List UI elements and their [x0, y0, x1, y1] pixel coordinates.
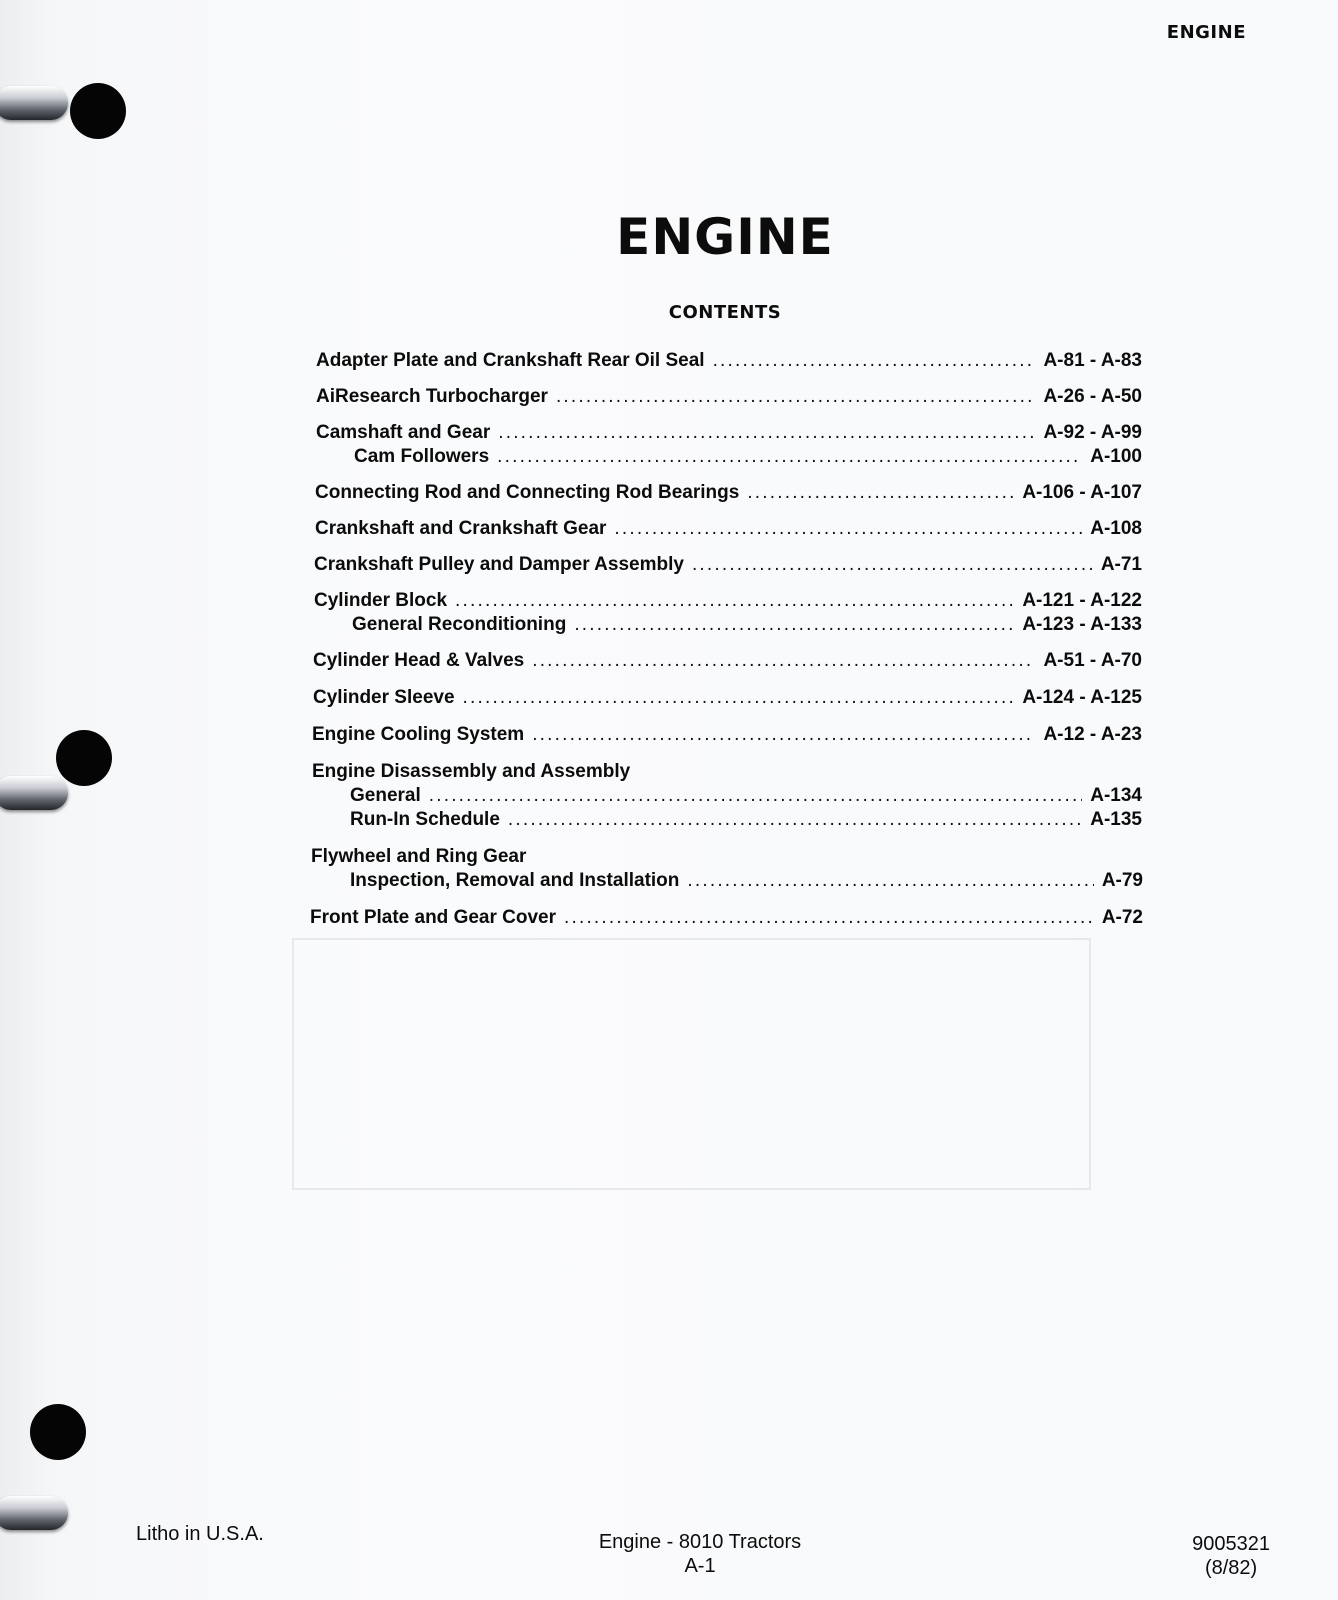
print-origin-note: Litho in U.S.A.	[136, 1523, 264, 1545]
toc-entry	[313, 649, 1142, 673]
toc-leader-dots	[564, 906, 1094, 930]
toc-entry-label: Run-In Schedule	[350, 809, 500, 830]
toc-leader-dots	[614, 517, 1082, 541]
toc-entry-label: Engine Cooling System	[312, 724, 525, 745]
page-title: ENGINE	[616, 208, 834, 266]
binder-ring-bottom	[0, 1496, 68, 1530]
toc-entry	[314, 553, 1142, 577]
toc-entry-label: Inspection, Removal and Installation	[350, 870, 680, 891]
punch-hole-top	[70, 83, 126, 139]
toc-entry-page: A-92 - A-99	[1043, 422, 1142, 443]
toc-entry-label: Engine Disassembly and Assembly	[312, 761, 631, 782]
toc-entry-page: A-26 - A-50	[1043, 386, 1142, 407]
toc-entry-label: General	[350, 785, 421, 806]
toc-entry	[315, 481, 1142, 505]
toc-entry-label: Flywheel and Ring Gear	[311, 846, 527, 867]
footer-manual-title: Engine - 8010 Tractors	[598, 1531, 802, 1553]
toc-entry-label: Cylinder Block	[314, 590, 448, 611]
toc-entry-page: A-79	[1101, 870, 1143, 891]
toc-entry-label: Cylinder Sleeve	[313, 687, 455, 708]
show-through-table	[292, 938, 1091, 1190]
toc-heading-entry	[311, 845, 1142, 869]
toc-entry-label: AiResearch Turbocharger	[316, 386, 548, 407]
toc-leader-dots	[747, 481, 1014, 505]
toc-entry-page: A-12 - A-23	[1043, 724, 1142, 745]
toc-entry-page: A-72	[1101, 907, 1143, 928]
toc-leader-dots	[498, 421, 1035, 445]
toc-entry-label: Cylinder Head & Valves	[313, 650, 525, 671]
section-tag: ENGINE	[1166, 22, 1246, 43]
toc-entry-page: A-100	[1090, 446, 1142, 467]
toc-entry-page: A-134	[1090, 785, 1142, 806]
toc-entry-page: A-71	[1100, 554, 1142, 575]
toc-leader-dots	[556, 385, 1036, 409]
toc-entry	[316, 385, 1142, 409]
footer-right-block	[1192, 1532, 1270, 1580]
toc-subentry	[350, 808, 1142, 832]
toc-leader-dots	[532, 723, 1035, 747]
toc-entry-page: A-123 - A-133	[1022, 614, 1142, 635]
toc-entry-page: A-81 - A-83	[1043, 350, 1142, 371]
toc-leader-dots	[692, 553, 1093, 577]
toc-leader-dots	[713, 349, 1036, 373]
toc-entry	[315, 517, 1142, 541]
toc-entry-page: A-124 - A-125	[1022, 687, 1142, 708]
toc-entry-label: General Reconditioning	[352, 614, 567, 635]
contents-heading: CONTENTS	[668, 302, 782, 323]
punch-hole-middle	[56, 730, 112, 786]
toc-leader-dots	[532, 649, 1035, 673]
toc-entry-label: Connecting Rod and Connecting Rod Bearings	[315, 482, 740, 503]
toc-entry-page: A-121 - A-122	[1022, 590, 1142, 611]
toc-entry-label: Crankshaft and Crankshaft Gear	[315, 518, 607, 539]
toc-entry	[310, 906, 1143, 930]
toc-leader-dots	[455, 589, 1014, 613]
footer-center-block	[540, 1530, 860, 1578]
toc-entry-label: Crankshaft Pulley and Damper Assembly	[314, 554, 684, 575]
toc-entry	[316, 421, 1142, 445]
toc-leader-dots	[429, 784, 1082, 808]
toc-entry-label: Cam Followers	[354, 446, 490, 467]
toc-subentry	[350, 869, 1143, 893]
toc-leader-dots	[574, 613, 1014, 637]
toc-subentry	[350, 784, 1142, 808]
toc-entry	[312, 723, 1142, 747]
toc-entry-page: A-51 - A-70	[1043, 650, 1142, 671]
part-number: 9005321	[1192, 1533, 1270, 1555]
toc-leader-dots	[687, 869, 1093, 893]
binder-ring-top	[0, 86, 68, 120]
toc-entry	[313, 686, 1142, 710]
punch-hole-bottom	[30, 1404, 86, 1460]
toc-entry-label: Adapter Plate and Crankshaft Rear Oil Seal	[316, 350, 705, 371]
page-number: A-1	[684, 1555, 716, 1577]
toc-leader-dots	[463, 686, 1015, 710]
revision-date: (8/82)	[1204, 1557, 1258, 1579]
toc-subentry	[354, 445, 1142, 469]
toc-entry-page: A-108	[1090, 518, 1142, 539]
toc-entry-label: Camshaft and Gear	[316, 422, 491, 443]
binder-ring-middle	[0, 776, 68, 810]
toc-entry-page: A-135	[1090, 809, 1142, 830]
toc-leader-dots	[508, 808, 1082, 832]
toc-entry	[314, 589, 1142, 613]
toc-subentry	[352, 613, 1142, 637]
toc-heading-entry	[312, 760, 1142, 784]
toc-leader-dots	[497, 445, 1082, 469]
toc-entry-page: A-106 - A-107	[1022, 482, 1142, 503]
toc-entry	[316, 349, 1142, 373]
toc-entry-label: Front Plate and Gear Cover	[310, 907, 557, 928]
